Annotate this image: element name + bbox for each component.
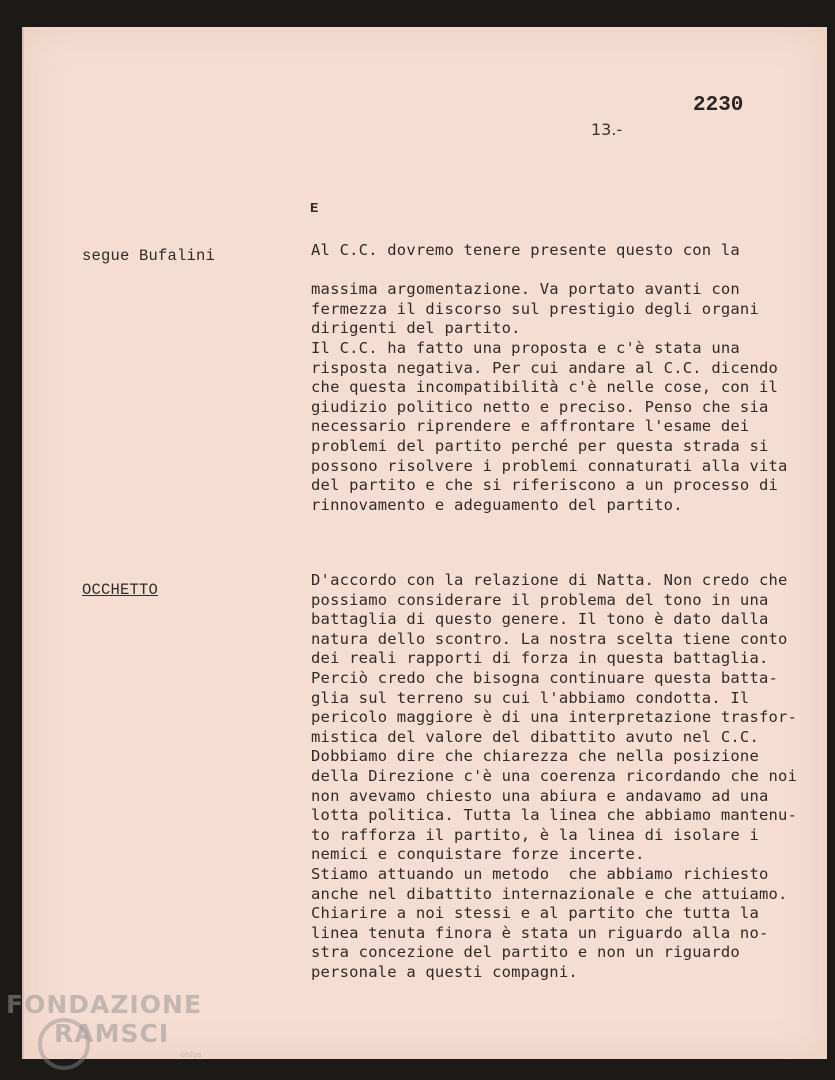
watermark [6,990,202,1048]
speaker-label: OCCHETTO [82,581,159,599]
watermark-small: onlus [180,1050,202,1059]
paragraph: Al C.C. dovremo tenere presente questo con la massima argomentazione. Va portato avanti con fermezza il discorso sul prestigio degli organi dirigenti del partito. [311,241,759,338]
struck-mark: E [310,201,319,217]
bleed-through [66,180,426,200]
watermark-line2: RAMSCI [54,1019,170,1048]
speaker-label: segue Bufalini [82,247,216,265]
page-number: 13.- [591,120,623,139]
paragraph: D'accordo con la relazione di Natta. Non credo che possiamo considerare il problema del tono in una battaglia di questo genere. Il tono è dato dalla natura dello scontro. La nostra scelta tiene conto dei reali rapporti di forza in questa battaglia. Perciò credo che bisogna continuare questa batta- glia sul terreno su cui l'abbiamo condotta. Il pericolo maggiore è di una interpretazione trasfor- mistica del valore del dibattito avuto nel C.C. Dobbiamo dire che chiarezza che nella posizione della Direzione c'è una coerenza ricordando che noi non avevamo chiesto una abiura e andavamo ad una lotta politica. Tutta la linea che abbiamo mantenu- to rafforza il partito, è la linea di isolare i nemici e conquistare forze incerte. Stiamo attuando un metodo che abbiamo richiesto anche nel dibattito internazionale e che attuiamo. Chiarire a noi stessi e al partito che tutta la linea tenuta finora è stata un riguardo alla no- stra concezione del partito e non un riguardo personale a questi compagni. [311,571,798,981]
watermark-line1: FONDAZIONE [6,990,203,1019]
paragraph: Il C.C. ha fatto una proposta e c'è stata una risposta negativa. Per cui andare al C.C. dicendo che questa incompatibilità c'è nelle cose, con il giudizio politico netto e preciso. Penso che sia necessario riprendere e affrontare l'esame dei problemi del partito perché per questa strada si possono risolvere i problemi connaturati alla vita del partito e che si riferiscono a un processo di rinnovamento e adeguamento del partito. [311,339,788,514]
archive-number: 2230 [693,94,744,117]
